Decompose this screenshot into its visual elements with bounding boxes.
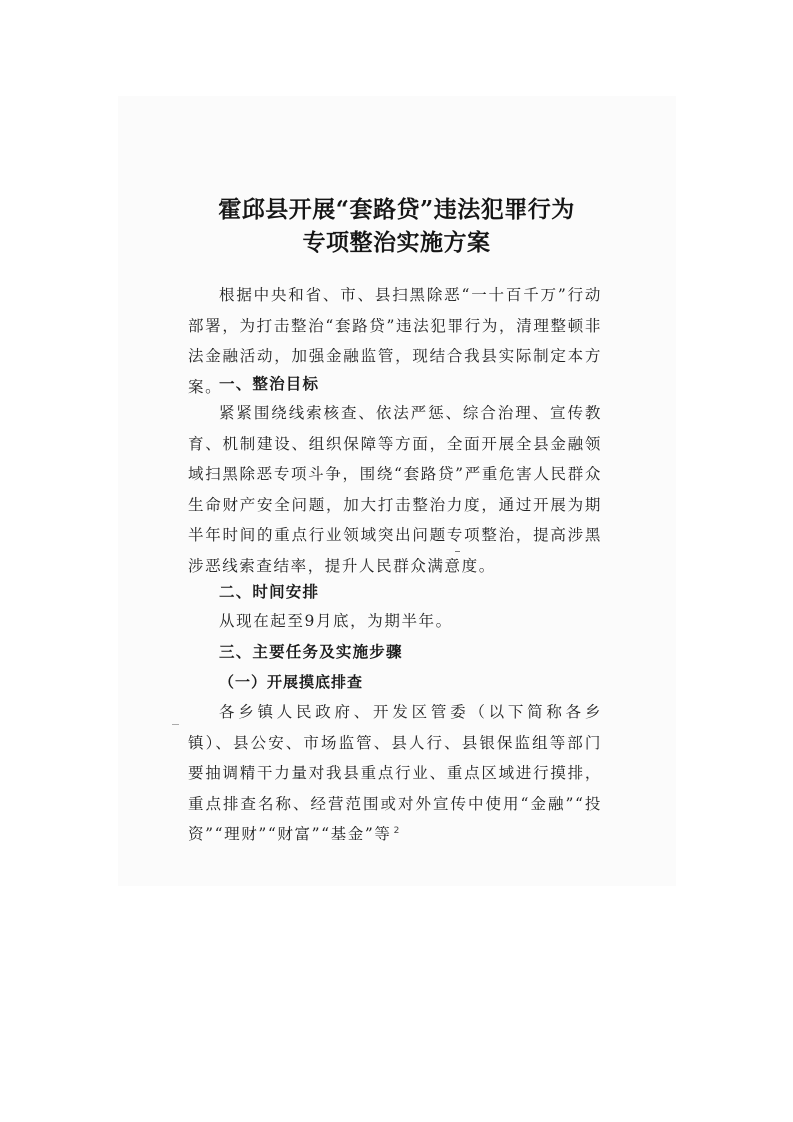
scan-speck: [172, 724, 179, 725]
section-body-goals: 紧紧围绕线索核查、依法严惩、综合治理、宣传教育、机制建设、组织保障等方面，全面开展全县金融领域扫黑除恶专项斗争，围绕“套路贷”严重危害人民群众生命财产安全问题，加大打击整治力度，通过开展为期半年时间的重点行业领域突出问题专项整治，提高涉黑涉恶线索查结率，提升人民群众满意度。: [188, 404, 602, 575]
document-title-line-1: 霍邱县开展“套路贷”违法犯罪行为: [218, 196, 575, 223]
intro-paragraph: 根据中央和省、市、县扫黑除恶“一十百千万”行动部署，为打击整治“套路贷”违法犯罪行为，清理整顿非法金融活动，加强金融监管，现结合我县实际制定本方案。: [188, 286, 602, 396]
document-title-line-2: 专项整治实施方案: [302, 229, 491, 256]
page-number: 2: [393, 826, 400, 836]
section-heading-schedule: 二、时间安排: [219, 583, 320, 601]
section-body-schedule: 从现在起至9月底，为期半年。: [219, 612, 453, 630]
section-heading-tasks: 三、主要任务及实施步骤: [219, 643, 403, 661]
subsection-heading-survey: （一）开展摸底排查: [219, 673, 364, 691]
section-body-tasks: 各乡镇人民政府、开发区管委（以下简称各乡镇）、县公安、市场监管、县人行、县银保监组等部门要抽调精干力量对我县重点行业、重点区域进行摸排，重点排查名称、经营范围或对外宣传中使用“金融”“投资”“理财”“财富”“基金”等: [188, 703, 602, 843]
scan-speck: [455, 551, 460, 552]
section-heading-goals: 一、整治目标: [219, 375, 320, 393]
